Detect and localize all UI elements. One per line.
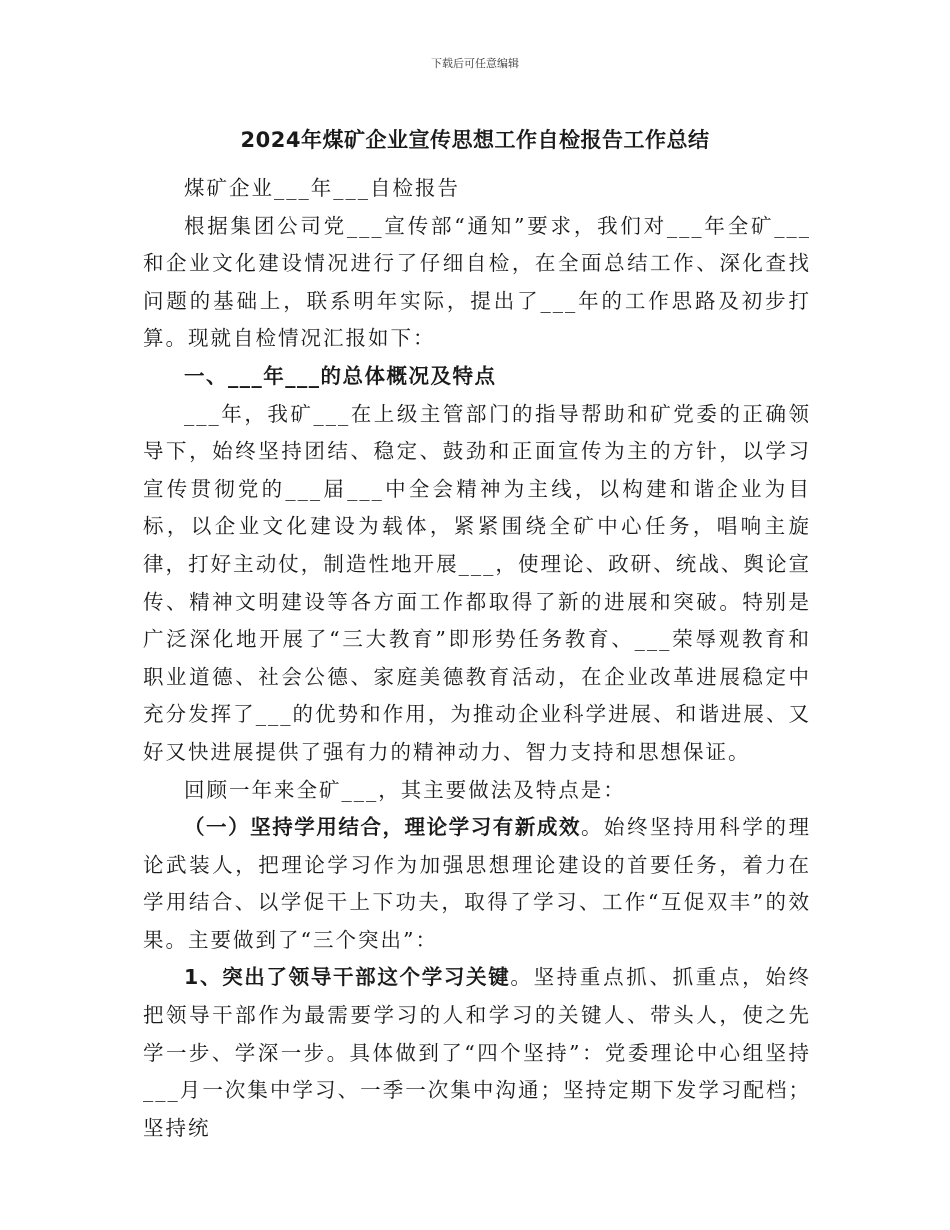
paragraph-report-subtitle: 煤矿企业___年___自检报告 <box>184 176 460 200</box>
document-body <box>143 170 811 1147</box>
paragraph-review: 回顾一年来全矿___，其主要做法及特点是： <box>184 777 626 802</box>
paragraph-intro: 根据集团公司党___宣传部“通知”要求，我们对___年全矿___和企业文化建设情况进行了仔细自检，在全面总结工作、深化查找问题的基础上，联系明年实际，提出了___年的工作思路及初步打算。现就自检情况汇报如下： <box>143 213 811 351</box>
paragraph-point-1 <box>143 959 811 1147</box>
point-1-text: 。坚持重点抓、抓重点，始终把领导干部作为最需要学习的人和学习的关键人、带头人，使之先学一步、学深一步。具体做到了“四个坚持”：党委理论中心组坚持___月一次集中学习、一季一次集中沟通；坚持定期下发学习配档；坚持统 <box>143 965 812 1140</box>
point-1-heading: 1、突出了领导干部这个学习关键 <box>184 965 511 990</box>
header-note: 下载后可任意编辑 <box>431 57 519 70</box>
subsection-1-heading: （一）坚持学用结合，理论学习有新成效 <box>184 815 581 840</box>
document-title: 2024年煤矿企业宣传思想工作自检报告工作总结 <box>240 128 710 152</box>
subsection-1-text: 。始终坚持用科学的理论武装人，把理论学习作为加强思想理论建设的首要任务，着力在学用结合、以学促干上下功夫，取得了学习、工作“互促双丰”的效果。主要做到了“三个突出”： <box>143 815 811 952</box>
section-heading-1: 一、___年___的总体概况及特点 <box>184 363 497 388</box>
paragraph-overview: ___年，我矿___在上级主管部门的指导帮助和矿党委的正确领导下，始终坚持团结、稳定、鼓劲和正面宣传为主的方针，以学习宣传贯彻党的___届___中全会精神为主线，以构建和谐企业为目标，以企业文化建设为载体，紧紧围绕全矿中心任务，唱响主旋律，打好主动仗，制造性地开展___，使理论、政研、统战、舆论宣传、精神文明建设等各方面工作都取得了新的进展和突破。特别是广泛深化地开展了“三大教育”即形势任务教育、___荣辱观教育和职业道德、社会公德、家庭美德教育活动，在企业改革进展稳定中充分发挥了___的优势和作用，为推动企业科学进展、和谐进展、又好又快进展提供了强有力的精神动力、智力支持和思想保证。 <box>143 401 811 764</box>
paragraph-subsection-1 <box>143 809 811 959</box>
